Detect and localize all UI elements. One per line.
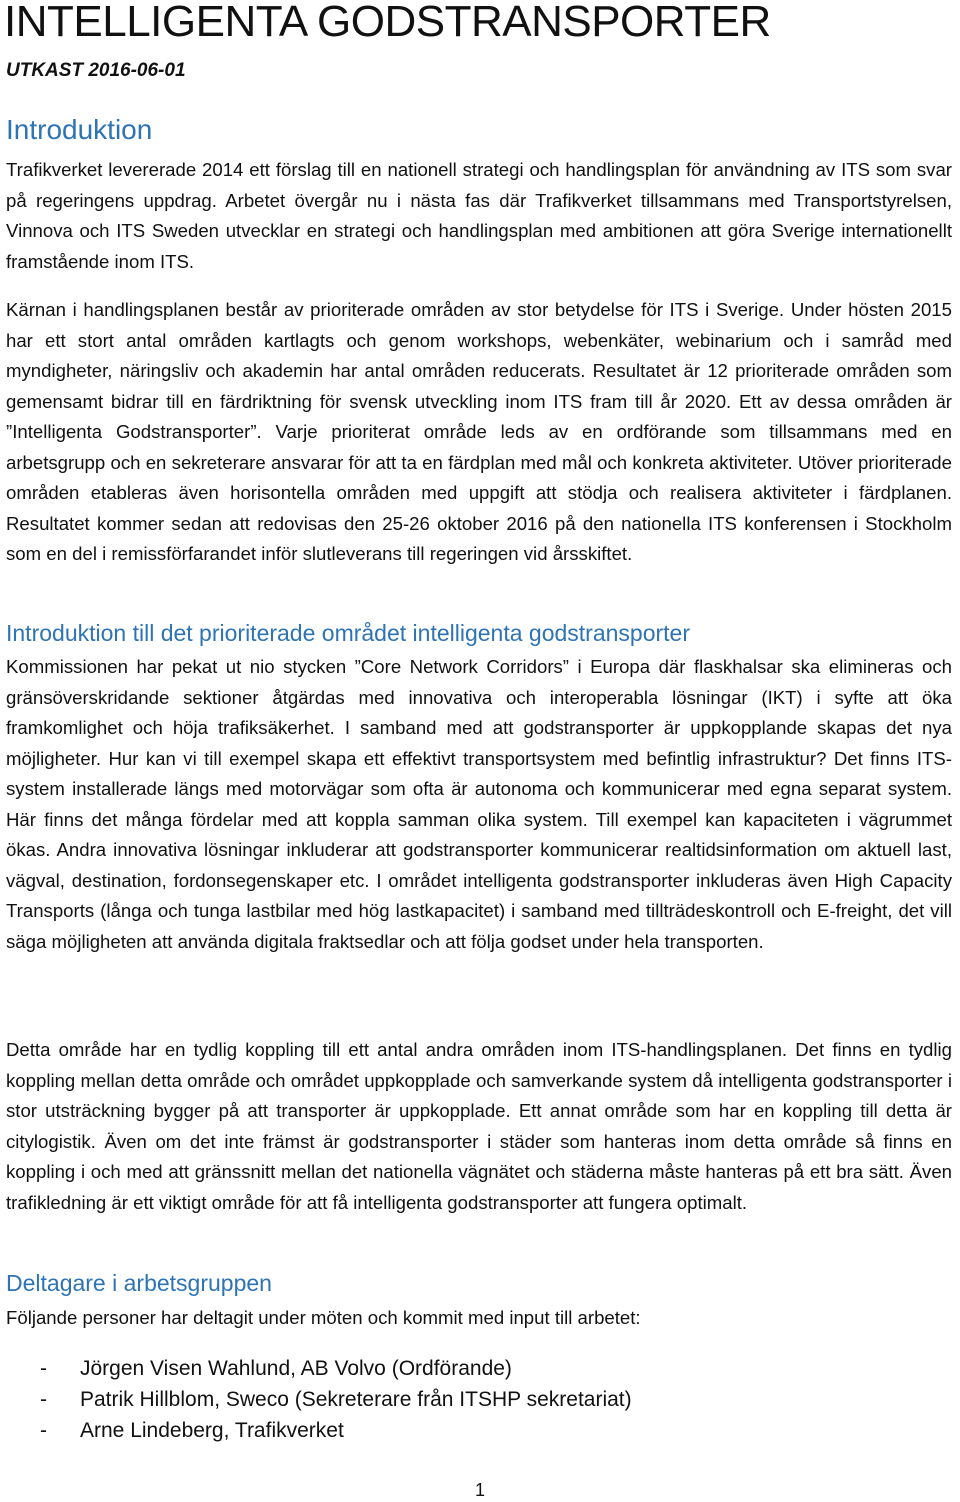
participants-intro: Följande personer har deltagit under möten och kommit med input till arbetet: <box>6 1307 641 1328</box>
page-number: 1 <box>474 1480 485 1500</box>
participant-name: Arne Lindeberg, Trafikverket <box>80 1419 344 1442</box>
draft-date: UTKAST 2016-06-01 <box>6 60 186 81</box>
intro-paragraph-1: Trafikverket levererade 2014 ett förslag till en nationell strategi och handlingsplan för användning av ITS som svar på regeringens uppdrag. Arbetet övergår nu i nästa fas där Trafikverket tillsammans med Transportstyrelsen, Vinnova och ITS Sweden utvecklar en strategi och handlingsplan med ambitionen att göra Sverige internationellt framstående inom ITS. <box>6 159 952 272</box>
heading-participants: Deltagare i arbetsgruppen <box>6 1270 272 1296</box>
heading-introduction: Introduktion <box>6 114 153 145</box>
heading-area-introduction: Introduktion till det prioriterade området intelligenta godstransporter <box>6 620 690 646</box>
list-bullet: - <box>40 1388 47 1411</box>
intro-paragraph-2: Kärnan i handlingsplanen består av prioriterade områden av stor betydelse för ITS i Sverige. Under hösten 2015 har ett stort antal områden kartlagts och genom workshops, webenkäter, webinarium och i samråd med myndigheter, näringsliv och akademin har antal områden reducerats. Resultatet är 12 prioriterade områden som gemensamt bidrar till en färdriktning för svensk utveckling inom ITS fram till år 2020. Ett av dessa områden är ”Intelligenta Godstransporter”. Varje prioriterat område leds av en ordförande som tillsammans med en arbetsgrupp och en sekreterare ansvarar för att ta en färdplan med mål och konkreta aktiviteter. Utöver prioriterade områden etableras även horisontella områden med uppgift att stödja och realisera aktiviteter i färdplanen. Resultatet kommer sedan att redovisas den 25-26 oktober 2016 på den nationella ITS konferensen i Stockholm som en del i remissförfarandet inför slutleverans till regeringen vid årsskiftet. <box>6 299 952 564</box>
participant-name: Patrik Hillblom, Sweco (Sekreterare från ITSHP sekretariat) <box>80 1388 632 1411</box>
area-paragraph-2: Detta område har en tydlig koppling till ett antal andra områden inom ITS-handlingsplanen. Det finns en tydlig koppling mellan detta område och området uppkopplade och samverkande system då intelligenta godstransporter i stor utsträckning bygger på att transporter är uppkopplade. Ett annat område som har en koppling till detta är citylogistik. Även om det inte främst är godstransporter i städer som hanteras inom detta område så finns en koppling i och med att gränssnitt mellan det nationella vägnätet och städerna måste hanteras på ett bra sätt. Även trafikledning är ett viktigt område för att få intelligenta godstransporter att fungera optimalt. <box>6 1039 952 1213</box>
list-item <box>6 1384 632 1415</box>
participant-name: Jörgen Visen Wahlund, AB Volvo (Ordförande) <box>80 1357 512 1380</box>
list-bullet: - <box>40 1357 47 1380</box>
list-item <box>6 1353 632 1384</box>
participants-list <box>6 1353 632 1446</box>
document-title: INTELLIGENTA GODSTRANSPORTER <box>4 0 771 46</box>
list-item <box>6 1415 632 1446</box>
list-bullet: - <box>40 1419 47 1442</box>
area-paragraph-1: Kommissionen har pekat ut nio stycken ”Core Network Corridors” i Europa där flaskhalsar ska elimineras och gränsöverskridande sektioner åtgärdas med innovativa och interoperabla lösningar (IKT) i syfte att öka framkomlighet och höja trafiksäkerhet. I samband med att godstransporter är uppkopplande skapas det nya möjligheter. Hur kan vi till exempel skapa ett effektivt transportsystem med befintlig infrastruktur? Det finns ITS-system installerade längs med motorvägar som ofta är autonoma och kommunicerar med egna separat system. Här finns det många fördelar med att koppla samman olika system. Till exempel kan kapaciteten i vägrummet ökas. Andra innovativa lösningar inkluderar att godstransporter kommunicerar realtidsinformation om aktuell last, vägval, destination, fordonsegenskaper etc. I området intelligenta godstransporter inkluderas även High Capacity Transports (långa och tunga lastbilar med hög lastkapacitet) i samband med tillträdeskontroll och E-freight, det vill säga möjligheten att använda digitala fraktsedlar och att följa godset under hela transporten. <box>6 656 952 952</box>
